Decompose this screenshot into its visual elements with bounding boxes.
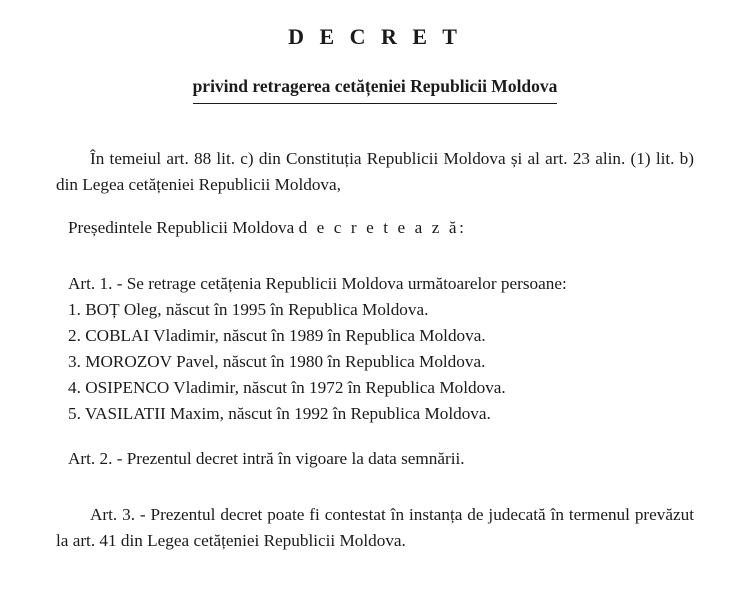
article-2-paragraph: Art. 2. - Prezentul decret intră în vigoare la data semnării. (68, 448, 465, 468)
spacer-1 (56, 257, 694, 271)
document-title: D E C R E T (288, 24, 462, 49)
document-subtitle: privind retragerea cetățeniei Republicii Moldova (193, 76, 558, 104)
list-item: 4. OSIPENCO Vladimir, născut în 1972 în Republica Moldova. (68, 378, 506, 398)
decree-statement-verb: d e c r e t e a z ă: (298, 217, 467, 237)
article-3-paragraph: Art. 3. - Prezentul decret poate fi contestat în instanța de judecată în termenul prevăzut la art. 41 din Legea cetățeniei Republicii Moldova. (56, 504, 694, 550)
spacer-3 (56, 488, 694, 502)
preamble-paragraph: În temeiul art. 88 lit. c) din Constituția Republicii Moldova și al art. 23 alin. (1) lit. b) din Legea cetățeniei Republicii Moldova, (56, 149, 694, 195)
spacer-2 (56, 428, 694, 446)
decree-statement-prefix: Președintele Republicii Moldova (68, 217, 295, 237)
decree-statement (56, 215, 694, 241)
article-1-lead: Art. 1. - Se retrage cetățenia Republicii Moldova următoarelor persoane: (68, 273, 567, 293)
list-item: 3. MOROZOV Pavel, născut în 1980 în Republica Moldova. (68, 352, 486, 372)
list-item: 5. VASILATII Maxim, născut în 1992 în Republica Moldova. (68, 404, 491, 424)
list-item: 1. BOȚ Oleg, născut în 1995 în Republica Moldova. (68, 299, 429, 319)
list-item: 2. COBLAI Vladimir, născut în 1989 în Republica Moldova. (68, 325, 486, 345)
document-body (56, 146, 694, 554)
document-subtitle-container (56, 76, 694, 104)
